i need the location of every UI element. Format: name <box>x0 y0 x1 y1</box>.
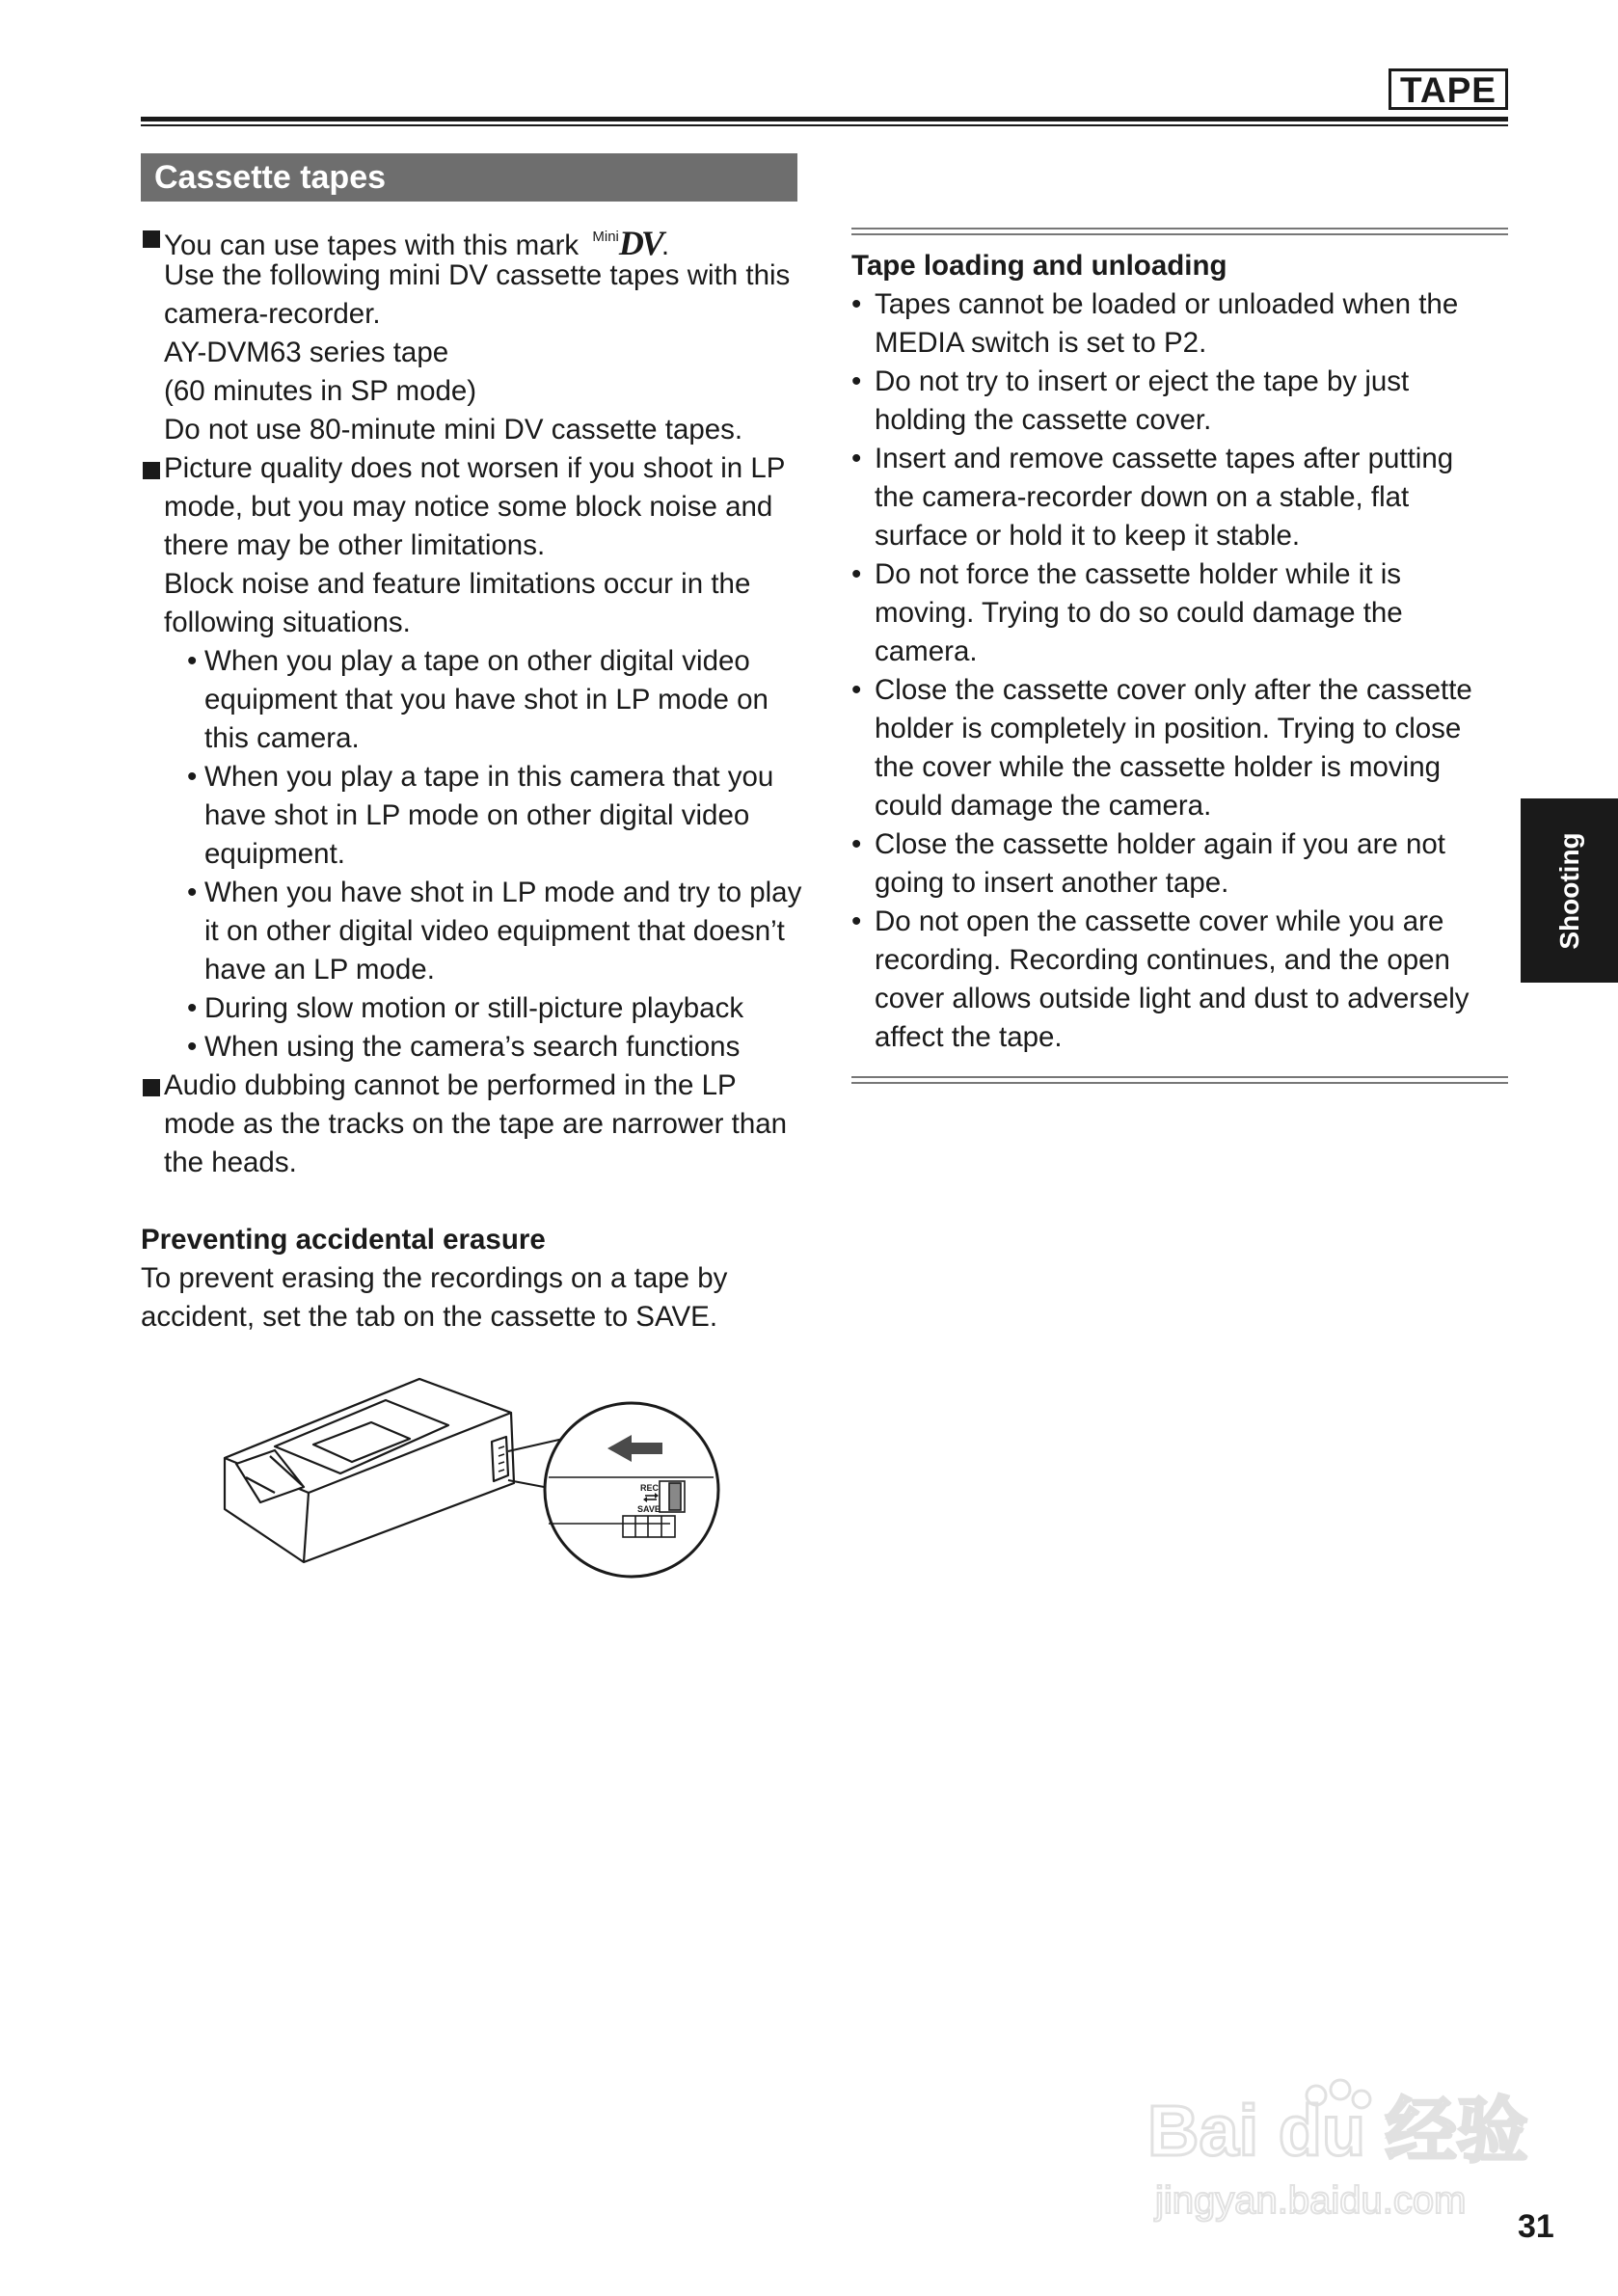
text-line: surface or hold it to keep it stable. <box>875 520 1301 552</box>
watermark-brand: Bai du 经验 <box>1147 2091 1528 2171</box>
text-line: the cover while the cassette holder is moving <box>875 751 1442 783</box>
text-line: following situations. <box>164 607 411 638</box>
text-line: this camera. <box>204 722 360 754</box>
text-line: MEDIA switch is set to P2. <box>875 327 1207 359</box>
text-line: • During slow motion or still-picture playback <box>204 992 744 1024</box>
erasure-heading: Preventing accidental erasure <box>141 1224 546 1256</box>
text-line: there may be other limitations. <box>164 529 546 561</box>
list-item-audio-dubbing <box>141 1067 806 1182</box>
sub-list-item <box>187 1028 806 1067</box>
text-line: mode as the tracks on the tape are narrower than <box>164 1108 788 1140</box>
tape-loading-heading: Tape loading and unloading <box>851 250 1227 282</box>
list-item <box>851 825 1517 903</box>
mark-line-end: . <box>661 230 670 261</box>
text-line: moving. Trying to do so could damage the <box>875 597 1403 629</box>
text-line: • When you play a tape on other digital video <box>204 645 750 677</box>
sub-list-item <box>187 989 806 1028</box>
side-tab-shooting[interactable] <box>1521 798 1618 983</box>
list-item <box>851 903 1517 1057</box>
sub-list-item <box>187 642 806 758</box>
box-rule-top-2 <box>851 233 1508 235</box>
cassette-erasure-tab-illustration <box>217 1369 728 1601</box>
text-line: the camera-recorder down on a stable, flat <box>875 481 1410 513</box>
text-line: Use the following mini DV cassette tapes with this <box>164 259 791 291</box>
text-line: Audio dubbing cannot be performed in the LP <box>164 1069 737 1101</box>
text-line: the heads. <box>164 1147 297 1178</box>
text-line: • When you play a tape in this camera that you <box>204 761 774 793</box>
text-line: • Close the cassette holder again if you are not <box>875 828 1446 860</box>
text-line: have an LP mode. <box>204 954 435 986</box>
text-line: have shot in LP mode on other digital video <box>204 799 750 831</box>
mark-line <box>164 218 806 262</box>
text-line: AY-DVM63 series tape <box>164 337 449 368</box>
sub-list-item <box>187 758 806 874</box>
text-line: • When using the camera’s search functions <box>204 1031 741 1063</box>
watermark-url: jingyan.baidu.com <box>1155 2179 1467 2222</box>
text-line: Do not use 80-minute mini DV cassette tapes. <box>164 414 743 446</box>
list-item-tape-mark <box>141 218 806 449</box>
sub-list-item <box>187 874 806 989</box>
right-column <box>851 247 1517 1057</box>
mini-label: Mini <box>592 229 619 245</box>
header-rule-thin <box>141 124 1508 126</box>
text-line: Block noise and feature limitations occur in the <box>164 568 751 600</box>
list-item <box>851 671 1517 825</box>
text-line: going to insert another tape. <box>875 867 1229 899</box>
rec-label: REC <box>640 1483 660 1493</box>
left-column <box>141 218 806 1337</box>
list-item <box>851 363 1517 440</box>
text-line: • When you have shot in LP mode and try to play <box>204 877 802 908</box>
text-line: • Do not open the cassette cover while you are <box>875 905 1444 937</box>
text-line: accident, set the tab on the cassette to SAVE. <box>141 1301 718 1333</box>
dv-logo: DV <box>618 224 661 262</box>
lp-situations-list <box>164 642 806 1067</box>
baidu-watermark <box>1147 2078 1533 2242</box>
text-line: affect the tape. <box>875 1021 1063 1053</box>
text-line: • Do not try to insert or eject the tape by just <box>875 365 1410 397</box>
text-line: recording. Recording continues, and the open <box>875 944 1450 976</box>
text-line: camera. <box>875 635 978 667</box>
text-line: • Insert and remove cassette tapes after putting <box>875 443 1454 474</box>
text-line: mode, but you may notice some block noise and <box>164 491 773 523</box>
text-line: • Tapes cannot be loaded or unloaded when the <box>875 288 1459 320</box>
text-line: holder is completely in position. Trying to close <box>875 713 1462 744</box>
page-number: 31 <box>1518 2208 1554 2245</box>
save-label: SAVE <box>637 1504 661 1514</box>
side-tab-label: Shooting <box>1553 831 1584 950</box>
text-line: equipment that you have shot in LP mode on <box>204 684 769 716</box>
box-rule-bottom-2 <box>851 1082 1508 1084</box>
text-line: it on other digital video equipment that doesn’t <box>204 915 785 947</box>
text-line: holding the cassette cover. <box>875 404 1212 436</box>
header-rule <box>141 117 1508 122</box>
cassette-icon <box>225 1379 514 1562</box>
list-item-lp-mode <box>141 449 806 1067</box>
text-line: (60 minutes in SP mode) <box>164 375 477 407</box>
text-line: could damage the camera. <box>875 790 1212 822</box>
text-line: • Do not force the cassette holder while it is <box>875 558 1402 590</box>
text-line: • Close the cassette cover only after the cassette <box>875 674 1472 706</box>
text-line: equipment. <box>204 838 345 870</box>
text-line: camera-recorder. <box>164 298 381 330</box>
text-line: cover allows outside light and dust to adversely <box>875 983 1470 1014</box>
section-tag <box>1389 68 1508 110</box>
list-item <box>851 285 1517 363</box>
box-rule-bottom <box>851 1076 1508 1078</box>
section-tag-label: TAPE <box>1400 70 1497 110</box>
mark-line-text: You can use tapes with this mark <box>164 230 587 261</box>
text-line: To prevent erasing the recordings on a tape by <box>141 1262 728 1294</box>
list-item <box>851 440 1517 555</box>
box-rule-top <box>851 228 1508 230</box>
text-line: Picture quality does not worsen if you shoot in LP <box>164 452 786 484</box>
section-title: Cassette tapes <box>141 153 797 202</box>
list-item <box>851 555 1517 671</box>
